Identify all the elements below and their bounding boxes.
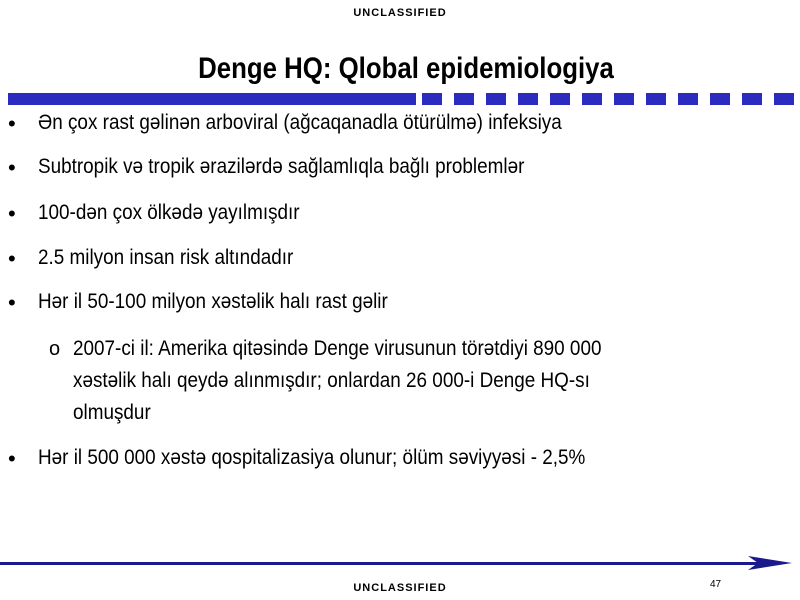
- bullet-marker: •: [8, 111, 16, 136]
- sub-bullet-marker: o: [49, 338, 61, 360]
- bullet-text-4: 2.5 milyon insan risk altındadır: [38, 246, 294, 269]
- bullet-marker: •: [8, 246, 16, 271]
- sub-bullet-line-3: olmuşdur: [73, 401, 151, 424]
- bullet-marker: •: [8, 201, 16, 226]
- sub-bullet-line-2: xəstəlik halı qeydə alınmışdır; onlardan 26 000-i Denge HQ-sı: [73, 369, 590, 392]
- footer-line-bar: [0, 562, 770, 565]
- bullet-text-6: Hər il 500 000 xəstə qospitalizasiya olunur; ölüm səviyyəsi - 2,5%: [38, 446, 586, 469]
- slide-title: Denge HQ: Qlobal epidemiologiya: [198, 52, 614, 85]
- bullet-text-1: Ən çox rast gəlinən arboviral (ağcaqanadla ötürülmə) infeksiya: [38, 111, 562, 134]
- sub-bullet-line-1: 2007-ci il: Amerika qitəsində Denge virusunun törətdiyi 890 000: [73, 337, 602, 360]
- bullet-marker: •: [8, 446, 16, 471]
- bullet-marker: •: [8, 290, 16, 315]
- bullet-marker: •: [8, 155, 16, 180]
- top-classification-banner: UNCLASSIFIED: [353, 7, 447, 19]
- bullet-text-2: Subtropik və tropik ərazilərdə sağlamlıqla bağlı problemlər: [38, 155, 525, 178]
- page-number: 47: [710, 579, 722, 590]
- bullet-text-5: Hər il 50-100 milyon xəstəlik halı rast gəlir: [38, 290, 388, 313]
- bottom-classification-banner: UNCLASSIFIED: [353, 582, 447, 594]
- footer-arrow-line: [0, 552, 800, 572]
- bullet-text-3: 100-dən çox ölkədə yayılmışdır: [38, 201, 300, 224]
